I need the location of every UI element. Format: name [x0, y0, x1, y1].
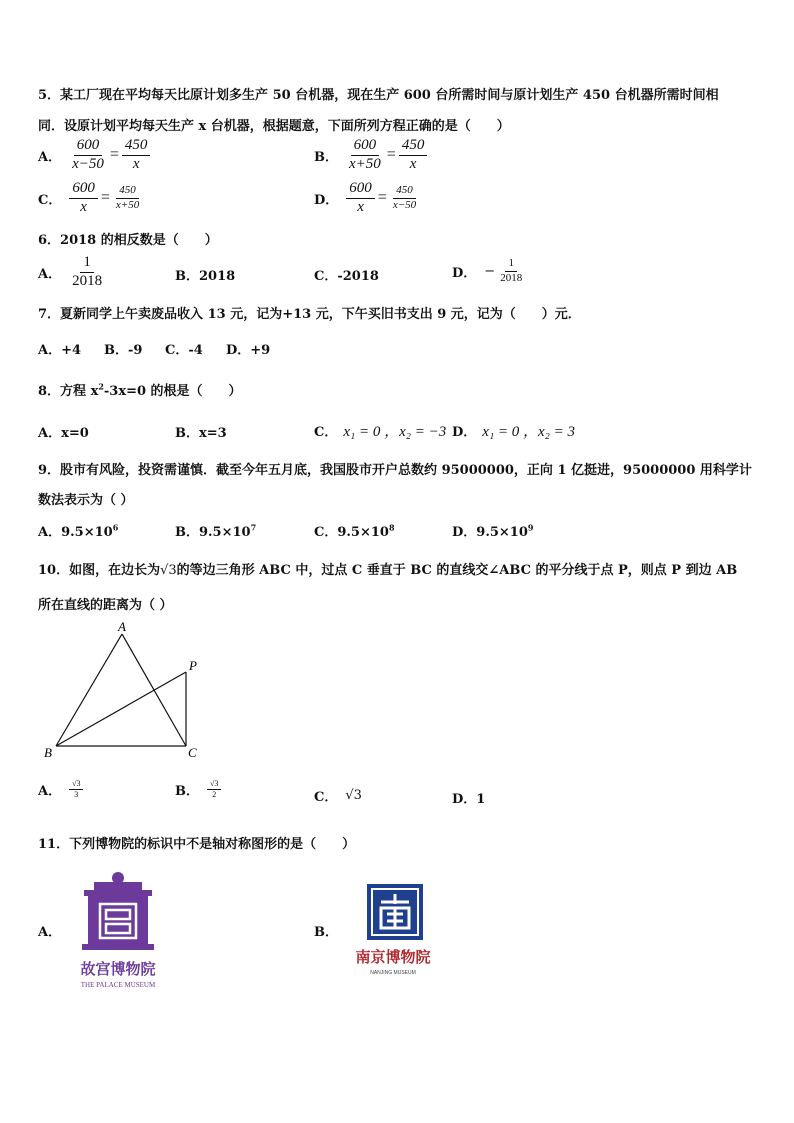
nanjing-logo-text: 南京博物院	[355, 948, 431, 966]
fraction: $\frac{600}{x+50}$	[349, 137, 381, 172]
equals-sign: =	[386, 146, 396, 164]
q10-option-b[interactable]	[175, 780, 221, 800]
q5-stem-line2: 同．设原计划平均每天生产 x 台机器，根据题意，下面所列方程正确的是（ ）	[38, 119, 510, 134]
q6-option-a[interactable]	[38, 255, 105, 290]
q7-option-b[interactable]: B．-9	[104, 343, 143, 358]
math-expression: √3	[345, 788, 362, 803]
option-label: B．	[175, 784, 199, 800]
palace-museum-logo[interactable]	[66, 866, 186, 990]
fraction: $\frac{1}{2018}$	[500, 257, 523, 284]
q11-option-b-label[interactable]: B．	[314, 925, 338, 940]
q9-option-b[interactable]: B．$9.5\times 10^7$	[175, 522, 257, 540]
q6-stem: 6．2018 的相反数是（ ）	[38, 233, 218, 248]
label-c: C	[188, 745, 197, 760]
label-a: A	[118, 619, 126, 634]
q7-option-a[interactable]: A．+4	[38, 343, 82, 358]
fraction: $\frac{1}{2018}$	[72, 254, 103, 289]
q7-stem: 7．夏新同学上午卖废品收入 13 元，记为+13 元，下午买旧书支出 9 元，记为（ ）元．	[38, 307, 581, 322]
bisector-bp	[56, 672, 186, 746]
fraction: $\frac{600}{x-50}$	[72, 137, 104, 172]
q8-option-c[interactable]	[314, 420, 446, 441]
label-p: P	[189, 658, 197, 673]
q10-stem-line1: 10．如图，在边长为√3的等边三角形 ABC 中，过点 C 垂直于 BC 的直线交∠ABC 的平分线于点 P，则点 P 到边 AB	[38, 563, 738, 578]
q6-option-b[interactable]: B．2018	[175, 269, 236, 284]
q8-option-a[interactable]: A．x=0	[38, 426, 89, 441]
fraction: $\frac{600}{x}$	[69, 181, 98, 216]
math-expression: x₁ = 0 ，x₂ = −3	[343, 424, 447, 440]
option-label: C．	[38, 192, 62, 208]
fraction: $\frac{450}{x}$	[399, 138, 428, 173]
option-label: A．	[38, 149, 62, 165]
option-label: D．	[314, 192, 339, 208]
q9-option-c[interactable]: C．$9.5\times 10^8$	[314, 522, 395, 540]
palace-logo-text: 故宫博物院	[80, 960, 156, 978]
option-label: A．	[38, 784, 62, 800]
q11-stem: 11．下列博物院的标识中不是轴对称图形的是（ ）	[38, 837, 356, 852]
option-label: D．	[452, 265, 477, 281]
q11-option-a-label[interactable]: A．	[38, 925, 62, 940]
q10-option-d[interactable]: D．1	[452, 792, 486, 807]
q9-stem-line2: 数法表示为（ ）	[38, 493, 134, 508]
q5-stem-line1: 5．某工厂现在平均每天比原计划多生产 50 台机器，现在生产 600 台所需时间与原计划生产 450 台机器所需时间相	[38, 88, 719, 103]
option-label: D．	[452, 425, 477, 440]
option-label: C．	[314, 425, 338, 440]
label-b: B	[44, 745, 52, 760]
q5-option-d[interactable]	[314, 181, 419, 216]
nanjing-logo-subtitle: NANJING MUSEUM	[370, 970, 416, 976]
side-ab	[56, 634, 122, 746]
math-expression: x₁ = 0 ，x₂ = 3	[482, 424, 576, 440]
option-label: C．	[314, 790, 338, 805]
q7-option-d[interactable]: D．+9	[226, 343, 271, 358]
q5-option-a[interactable]	[38, 138, 150, 173]
equals-sign: =	[100, 189, 110, 207]
fraction: $\frac{450}{x-50}$	[392, 184, 417, 211]
q5-option-b[interactable]	[314, 138, 427, 173]
q10-triangle-figure	[40, 618, 210, 763]
fraction: $\frac{450}{x}$	[122, 138, 151, 173]
q7-option-c[interactable]: C．-4	[165, 343, 203, 358]
q8-option-b[interactable]: B．x=3	[175, 426, 227, 441]
q8-option-d[interactable]	[452, 420, 575, 441]
equals-sign: =	[109, 146, 119, 164]
option-label: A．	[38, 266, 62, 282]
q9-option-a[interactable]: A．$9.5\times 10^6$	[38, 522, 119, 540]
q10-option-a[interactable]	[38, 780, 83, 800]
fraction: $\frac{√3}{3}$	[69, 780, 83, 800]
nanjing-museum-logo[interactable]	[335, 880, 451, 980]
fraction: $\frac{450}{x+50}$	[115, 184, 140, 211]
equals-sign: =	[377, 189, 387, 207]
fraction: $\frac{600}{x}$	[346, 181, 375, 216]
q10-stem-line2: 所在直线的距离为（ ）	[38, 598, 173, 613]
q9-stem-line1: 9．股市有风险，投资需谨慎．截至今年五月底，我国股市开户总数约 95000000，正向 1 亿挺进，95000000 用科学计	[38, 463, 752, 478]
q5-option-c[interactable]	[38, 181, 142, 216]
palace-logo-subtitle: THE PALACE MUSEUM	[80, 981, 156, 989]
fraction: $\frac{√3}{2}$	[207, 780, 221, 800]
q8-stem: 8．方程 $x^2-3x=0$ 的根是（ ）	[38, 381, 242, 399]
q10-option-c[interactable]	[314, 786, 362, 805]
q6-option-d[interactable]	[452, 258, 525, 284]
option-label: B．	[314, 149, 338, 165]
q9-option-d[interactable]: D．$9.5\times 10^9$	[452, 522, 534, 540]
minus-sign: −	[484, 263, 496, 279]
q6-option-c[interactable]: C．-2018	[314, 269, 379, 284]
